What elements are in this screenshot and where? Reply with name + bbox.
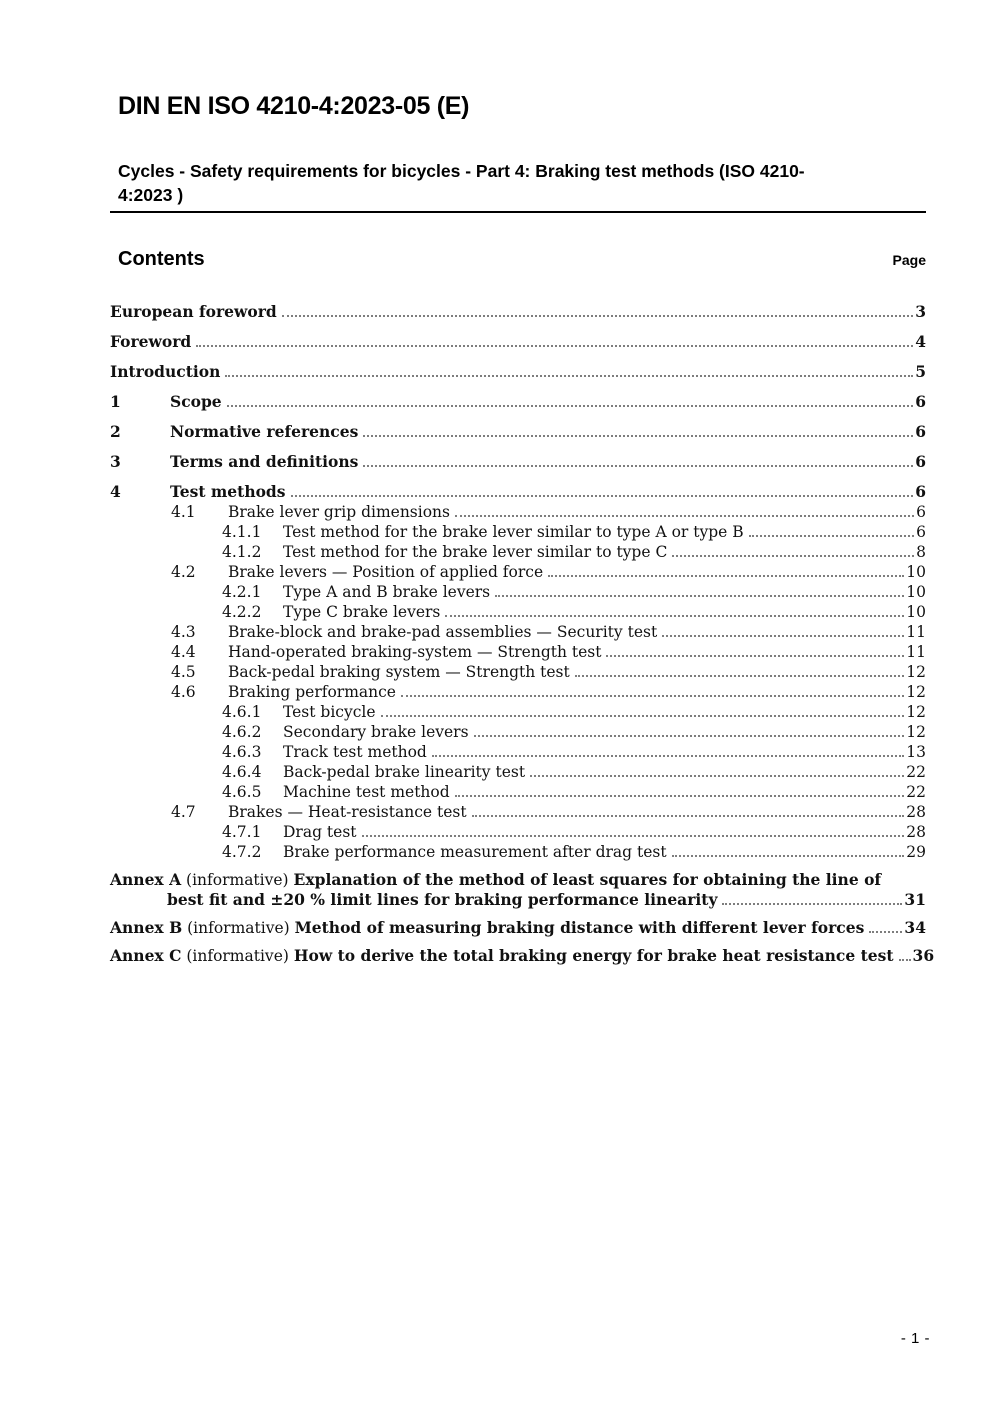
toc-entry xyxy=(110,542,926,562)
toc-annex-page: 36 xyxy=(912,946,935,965)
toc-annex-entry xyxy=(110,946,935,966)
toc-annex-page: 34 xyxy=(904,918,926,937)
toc-entry-number: 4.6 xyxy=(171,683,196,701)
dot-leader xyxy=(363,432,913,437)
dot-leader xyxy=(282,312,913,317)
toc-entry xyxy=(110,422,926,442)
toc-entry-title: Brake lever grip dimensions xyxy=(228,503,450,521)
toc-annex-title-line-2: best fit and ±20 % limit lines for braking performance linearity xyxy=(167,890,718,909)
toc-annex-text xyxy=(110,946,894,966)
toc-entry-number: 4.7 xyxy=(171,803,196,821)
toc-entry-title: Type C brake levers xyxy=(283,603,441,621)
toc-annex-label: Annex A xyxy=(110,870,182,889)
toc-entry xyxy=(110,622,926,642)
contents-header xyxy=(110,247,926,271)
toc-entry-number: 4 xyxy=(110,482,121,501)
toc-entry-title: Machine test method xyxy=(283,783,450,801)
dot-leader xyxy=(472,812,905,817)
toc-annex-title: Method of measuring braking distance with different lever forces xyxy=(294,918,865,937)
toc-entry-page: 8 xyxy=(916,543,926,561)
dot-leader xyxy=(662,632,904,637)
toc-entry xyxy=(110,842,926,862)
toc-entry-page: 10 xyxy=(906,583,926,601)
toc-entry-page: 3 xyxy=(915,302,926,321)
toc-annex-title-line-1: Explanation of the method of least squares for obtaining the line of xyxy=(293,870,882,889)
toc-entry-title: Test bicycle xyxy=(283,703,376,721)
toc-entry-number: 4.4 xyxy=(171,643,196,661)
toc-entry xyxy=(110,762,926,782)
footer-page-number: - 1 - xyxy=(900,1330,930,1347)
toc-entry-page: 6 xyxy=(916,503,926,521)
toc-annex-entry-continuation xyxy=(110,890,926,910)
toc-annex-label: Annex C xyxy=(110,946,182,965)
toc-entry xyxy=(110,782,926,802)
toc-entry xyxy=(110,642,926,662)
toc-entry-number: 4.6.4 xyxy=(222,763,262,781)
toc-entry-page: 12 xyxy=(906,663,926,681)
toc-entry-page: 12 xyxy=(906,683,926,701)
dot-leader xyxy=(606,652,904,657)
toc-entry xyxy=(110,662,926,682)
toc-entry xyxy=(110,742,926,762)
toc-entry-number: 4.7.2 xyxy=(222,843,262,861)
toc-entry-number: 4.7.1 xyxy=(222,823,262,841)
toc-entry-title: Brake-block and brake-pad assemblies — Security test xyxy=(228,623,658,641)
toc-entry-page: 10 xyxy=(906,603,926,621)
toc-entry xyxy=(110,682,926,702)
toc-annex-text xyxy=(110,918,864,938)
toc-annex-text xyxy=(110,870,881,890)
toc-entry-title: Terms and definitions xyxy=(170,452,359,471)
dot-leader xyxy=(381,712,905,717)
toc-entry-page: 6 xyxy=(916,523,926,541)
document-title-line-1: Cycles - Safety requirements for bicycles - Part 4: Braking test methods (ISO 4210- xyxy=(118,161,805,181)
dot-leader xyxy=(672,852,905,857)
dot-leader xyxy=(445,612,904,617)
toc-entry-number: 4.2.1 xyxy=(222,583,262,601)
dot-leader xyxy=(227,402,914,407)
dot-leader xyxy=(869,928,902,933)
toc-entry-title: Test method for the brake lever similar to type C xyxy=(283,543,668,561)
toc-entry-title: Track test method xyxy=(283,743,427,761)
toc-entry xyxy=(110,302,926,322)
toc-entry-page: 6 xyxy=(915,392,926,411)
toc-entry-page: 5 xyxy=(915,362,926,381)
dot-leader xyxy=(291,492,914,497)
toc-entry-title: Back-pedal brake linearity test xyxy=(283,763,526,781)
toc-annex-entry xyxy=(110,870,926,890)
dot-leader xyxy=(474,732,905,737)
toc-entry-page: 28 xyxy=(906,823,926,841)
toc-annex-title: How to derive the total braking energy for brake heat resistance test xyxy=(293,946,894,965)
dot-leader xyxy=(196,342,913,347)
toc-entry-page: 6 xyxy=(915,422,926,441)
toc-entry-number: 4.6.5 xyxy=(222,783,262,801)
toc-entry-number: 4.6.1 xyxy=(222,703,262,721)
toc-entry-page: 13 xyxy=(906,743,926,761)
toc-entry-page: 6 xyxy=(915,452,926,471)
toc-entry xyxy=(110,822,926,842)
dot-leader xyxy=(432,752,904,757)
toc-entry-number: 4.1 xyxy=(171,503,196,521)
toc-entry-title: Foreword xyxy=(110,332,192,351)
toc-entry-page: 12 xyxy=(906,703,926,721)
toc-entry-title: Drag test xyxy=(283,823,357,841)
toc-entry-number: 4.3 xyxy=(171,623,196,641)
page-column-label: Page xyxy=(892,252,926,268)
document-title-line-2: 4:2023 ) xyxy=(118,185,184,205)
toc-entry xyxy=(110,392,926,412)
dot-leader xyxy=(548,572,904,577)
toc-entry-page: 4 xyxy=(915,332,926,351)
toc-entry-number: 4.6.2 xyxy=(222,723,262,741)
toc-entry-title: European foreword xyxy=(110,302,277,321)
toc-annex-entry xyxy=(110,918,926,938)
toc-entry-title: Scope xyxy=(170,392,222,411)
toc-entry xyxy=(110,802,926,822)
toc-entry-page: 10 xyxy=(906,563,926,581)
document-title xyxy=(110,159,926,213)
toc-entry-title: Brakes — Heat-resistance test xyxy=(228,803,467,821)
toc-entry-number: 4.2 xyxy=(171,563,196,581)
toc-entry-title: Back-pedal braking system — Strength test xyxy=(228,663,570,681)
toc-entry-number: 4.5 xyxy=(171,663,196,681)
toc-annex-qualifier: (informative) xyxy=(186,871,289,889)
toc-entry-title: Test methods xyxy=(170,482,286,501)
toc-entry-page: 22 xyxy=(906,783,926,801)
page-content xyxy=(110,0,935,966)
toc-entry xyxy=(110,482,926,502)
toc-entry-title: Brake levers — Position of applied force xyxy=(228,563,544,581)
toc-entry-number: 4.1.1 xyxy=(222,523,262,541)
dot-leader xyxy=(899,956,911,961)
toc-entry xyxy=(110,702,926,722)
document-code: DIN EN ISO 4210-4:2023-05 (E) xyxy=(118,92,470,120)
toc-entry-page: 22 xyxy=(906,763,926,781)
toc-entry-number: 2 xyxy=(110,422,121,441)
dot-leader xyxy=(749,532,914,537)
toc-entry xyxy=(110,602,926,622)
dot-leader xyxy=(363,462,913,467)
toc-entry-number: 4.1.2 xyxy=(222,543,262,561)
toc-annex-page: 31 xyxy=(904,890,926,909)
toc-entry-title: Normative references xyxy=(170,422,359,441)
toc-entry-page: 29 xyxy=(906,843,926,861)
dot-leader xyxy=(401,692,904,697)
toc-annex-label: Annex B xyxy=(110,918,183,937)
toc-entry-title: Brake performance measurement after drag test xyxy=(283,843,667,861)
dot-leader xyxy=(672,552,914,557)
dot-leader xyxy=(362,832,905,837)
toc-entry-number: 3 xyxy=(110,452,121,471)
toc-annex-qualifier: (informative) xyxy=(187,919,290,937)
dot-leader xyxy=(722,900,902,905)
toc-entry-number: 4.6.3 xyxy=(222,743,262,761)
toc-entry xyxy=(110,722,926,742)
toc-entry-page: 11 xyxy=(906,623,926,641)
toc-entry xyxy=(110,562,926,582)
dot-leader xyxy=(575,672,905,677)
toc-entry-number: 4.2.2 xyxy=(222,603,262,621)
toc-entry xyxy=(110,502,926,522)
toc-entry xyxy=(110,362,926,382)
toc-entry-page: 11 xyxy=(906,643,926,661)
toc-entry xyxy=(110,332,926,352)
toc-entry-page: 12 xyxy=(906,723,926,741)
toc-entry-page: 6 xyxy=(915,482,926,501)
toc-entry-title: Type A and B brake levers xyxy=(283,583,491,601)
toc-list xyxy=(110,302,935,966)
contents-heading: Contents xyxy=(118,248,205,270)
toc-annex-qualifier: (informative) xyxy=(186,947,289,965)
toc-entry-title: Braking performance xyxy=(228,683,396,701)
toc-entry-title: Hand-operated braking-system — Strength test xyxy=(228,643,602,661)
toc-entry-title: Test method for the brake lever similar to type A or type B xyxy=(283,523,744,541)
toc-entry-number: 1 xyxy=(110,392,121,411)
toc-entry-title: Introduction xyxy=(110,362,221,381)
dot-leader xyxy=(455,512,914,517)
toc-entry xyxy=(110,452,926,472)
dot-leader xyxy=(225,372,913,377)
dot-leader xyxy=(495,592,904,597)
toc-entry-page: 28 xyxy=(906,803,926,821)
dot-leader xyxy=(455,792,905,797)
toc-entry-title: Secondary brake levers xyxy=(283,723,469,741)
dot-leader xyxy=(530,772,904,777)
toc-entry xyxy=(110,522,926,542)
toc-entry xyxy=(110,582,926,602)
